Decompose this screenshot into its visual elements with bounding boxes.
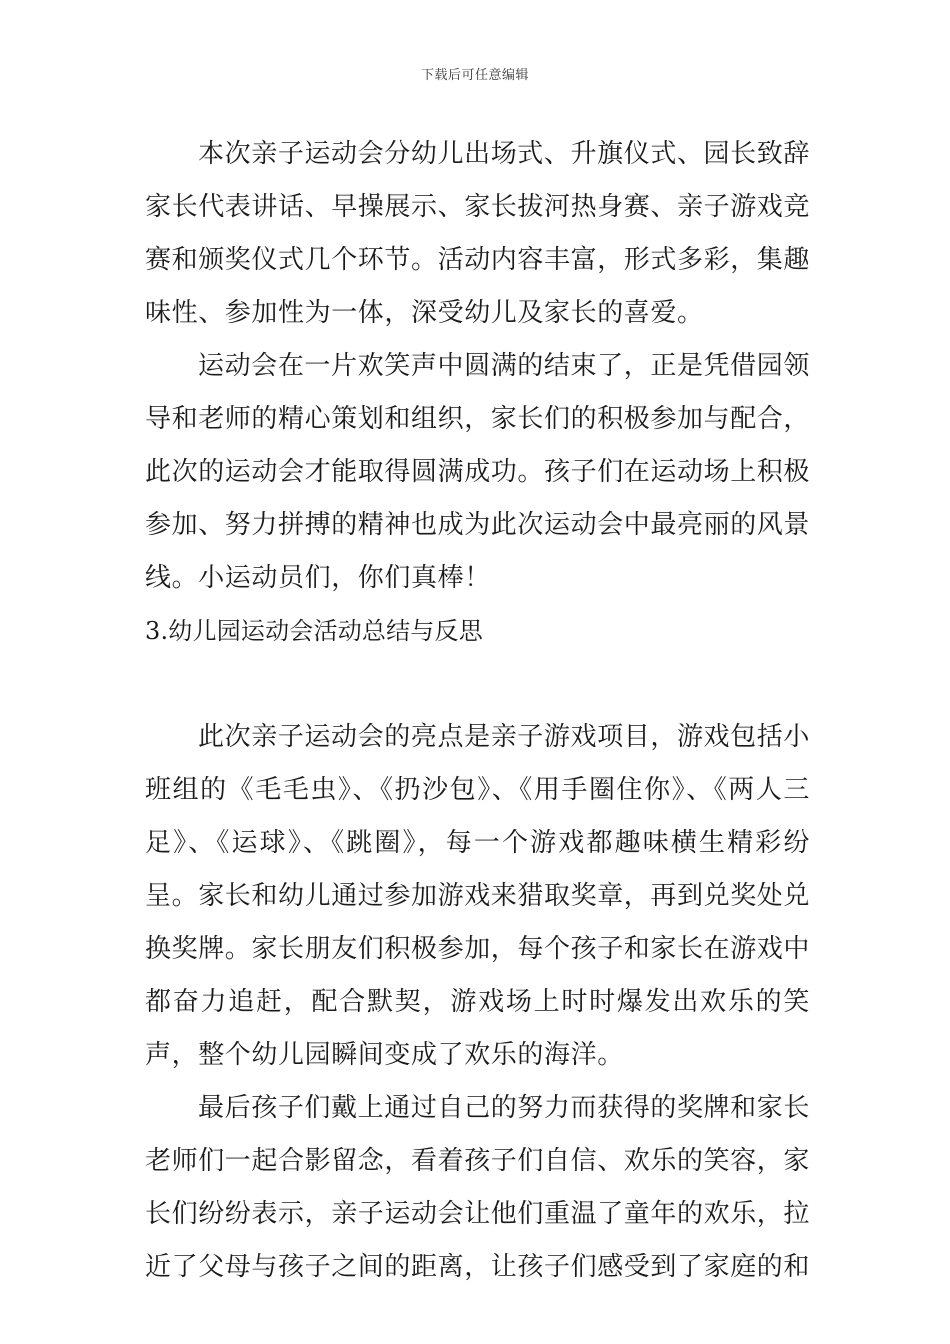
blank-line bbox=[145, 658, 810, 711]
page-header: 下载后可任意编辑 bbox=[420, 68, 529, 83]
paragraph-2: 运动会在一片欢笑声中圆满的结束了，正是凭借园领导和老师的精心策划和组织，家长们的积极参加与配合，此次的运动会才能取得圆满成功。孩子们在运动场上积极参加、努力拼搏的精神也成为此次运动会中最亮丽的风景线。小运动员们，你们真棒！ bbox=[145, 351, 811, 593]
paragraph-4: 最后孩子们戴上通过自己的努力而获得的奖牌和家长老师们一起合影留念，看着孩子们自信、欢乐的笑容，家长们纷纷表示，亲子运动会让他们重温了童年的欢乐，拉近了父母与孩子之间的距离，让孩子们感受到了家庭的和 bbox=[145, 1093, 811, 1282]
section-heading: 3.幼儿园运动会活动总结与反思 bbox=[145, 617, 483, 645]
paragraph-3: 此次亲子运动会的亮点是亲子游戏项目，游戏包括小班组的《毛毛虫》、《扔沙包》、《用手圈住你》、《两人三足》、《运球》、《跳圈》，每一个游戏都趣味横生精彩纷呈。家长和幼儿通过参加游戏来猎取奖章，再到兑奖处兑换奖牌。家长朋友们积极参加，每个孩子和家长在游戏中都奋力追赶，配合默契，游戏场上时时爆发出欢乐的笑声，整个幼儿园瞬间变成了欢乐的海洋。 bbox=[145, 722, 811, 1070]
document-body bbox=[145, 128, 810, 1294]
paragraph-1: 本次亲子运动会分幼儿出场式、升旗仪式、园长致辞家长代表讲话、早操展示、家长拔河热身赛、亲子游戏竞赛和颁奖仪式几个环节。活动内容丰富，形式多彩，集趣味性、参加性为一体，深受幼儿及家长的喜爱。 bbox=[145, 139, 811, 328]
